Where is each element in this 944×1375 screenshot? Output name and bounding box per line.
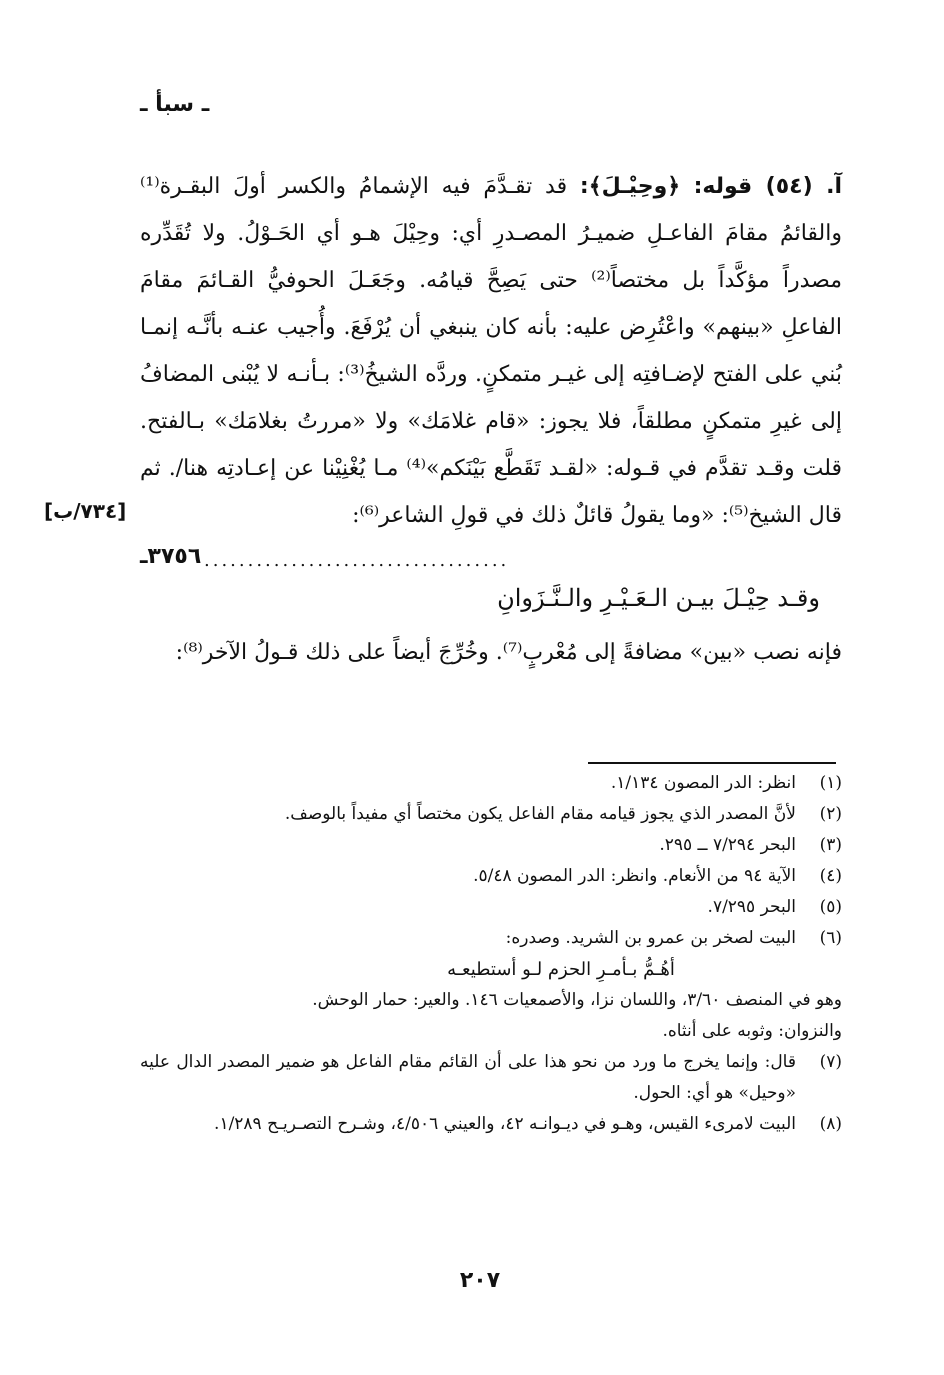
- footnote-6-verse: أهُـمُّ بـأمـرِ الحزم لـو أستطيعـه: [447, 959, 675, 980]
- footnote-text: الآية ٩٤ من الأنعام. وانظر: الدر المصون ٥/٤٨.: [473, 866, 796, 886]
- page-number: ٢٠٧: [459, 1268, 501, 1293]
- footnote-text: البحر ٧/٢٩٤ ــ ٢٩٥.: [659, 835, 796, 855]
- footnote-6-continuation: والنزوان: وثوبه على أنثاه.: [662, 1021, 842, 1041]
- footnote-number: (٣): [819, 835, 842, 855]
- main-paragraph: [140, 163, 842, 539]
- main-line-1: قد تقـدَّمَ فيه الإشمامُ والكسر أولَ البقـرة⁽¹⁾ والقائمُ مقامَ الفاعـلِ ضميـرُ المصـدرِ أي: وحِيْلَ هـو أي الحَـوْلُ.: [140, 174, 842, 246]
- verse-number-row: [140, 544, 842, 580]
- footnote-text: البحر ٧/٢٩٥.: [707, 897, 796, 917]
- footnote-6: [140, 923, 842, 954]
- footnote-text: انظر: الدر المصون ١/١٣٤.: [610, 773, 796, 793]
- footnote-text: البيت لامرىء القيس، وهـو في ديـوانـه ٤٢، والعيني ٤/٥٠٦، وشـرح التصـريـح ١/٢٨٩.: [214, 1114, 796, 1134]
- footnotes: [140, 768, 842, 1140]
- footnote-number: (٤): [819, 866, 842, 886]
- footnote-2: [140, 799, 842, 830]
- footnote-text: قال: وإنما يخرج ما ورد من نحو هذا على أن القائم مقام الفاعل هو ضمير المصدر الدال عليه «وحيل» هو أي: الحول.: [140, 1052, 796, 1103]
- footnote-8: [140, 1109, 842, 1140]
- footnote-1: [140, 768, 842, 799]
- footnote-text: لأنَّ المصدر الذي يجوز قيامه مقام الفاعل يكون مختصاً أي مفيداً بالوصف.: [284, 804, 796, 824]
- footnote-number: (٥): [819, 897, 842, 917]
- verse-number: ٣٧٥٦ـ: [140, 544, 202, 569]
- footnote-number: (٨): [819, 1114, 842, 1134]
- footnote-number: (٢): [819, 804, 842, 824]
- footnote-7: [140, 1047, 842, 1109]
- footnote-divider: [588, 762, 836, 764]
- footnote-number: (٦): [819, 928, 842, 948]
- main-line-2: ولا تُقَدِّره مصدراً مؤكَّداً بل مختصاً⁽²⁾ حتى يَصِحَّ قيامُه. وجَعَـلَ الحوفيُّ القـائمَ مقامَ الفاعلِ «بينهم» واعْتُرِض عليه: بأنه كان ينبغي أن يُرْفَعَ. وأُجيب عنـه بأنَّـه إنمـا بُني على الفتح لإضـافتِه إلى غيـر متمكنٍ. وردَّه الشيخُ⁽³⁾: بـأنـه لا يُبْنى المضافُ إلى غيرِ متمكنٍ مطلقاً، فلا يجوز: «قام غلامَك» ولا «مررتُ بغلامَك» بـالفتح. قلت وقـد تقدَّم في قـوله: «لقـد تَقَطَّع بَيْنَكم»⁽⁴⁾ مـا يُغْنِيْنا عن إعـادتِه هنا/. ثم قال الشيخ⁽⁵⁾: «وما يقولُ قائلٌ ذلك في قولِ الشاعر⁽⁶⁾:: [140, 221, 842, 528]
- footnote-6-continuation: وهو في المنصف ٣/٦٠، واللسان نزا، والأصمعيات ١٤٦. والعير: حمار الوحش.: [312, 990, 842, 1010]
- verse-dots: ...................................: [204, 550, 510, 571]
- poetry-verse: وقـد حِيْـلَ بيـن الـعَـيْـرِ والـنَّـزَوانِ: [497, 584, 820, 612]
- footnote-4: [140, 861, 842, 892]
- footnote-5: [140, 892, 842, 923]
- running-head: ـ سبأ ـ: [140, 92, 210, 117]
- footnote-text: البيت لصخر بن عمرو بن الشريد. وصدره:: [505, 928, 796, 948]
- footnote-3: [140, 830, 842, 861]
- footnote-number: (٧): [819, 1052, 842, 1072]
- footnote-number: (١): [819, 773, 842, 793]
- manuscript-folio-ref: [٧٣٤/ب]: [44, 499, 127, 523]
- after-verse-text: فإنه نصب «بين» مضافةً إلى مُعْربٍ⁽⁷⁾. وخُرِّجَ أيضاً على ذلك قـولُ الآخر⁽⁸⁾:: [175, 640, 842, 665]
- main-text: [140, 163, 842, 539]
- entry-lead: آ. (٥٤) قوله: ﴿وحِيْـلَ﴾:: [579, 174, 842, 199]
